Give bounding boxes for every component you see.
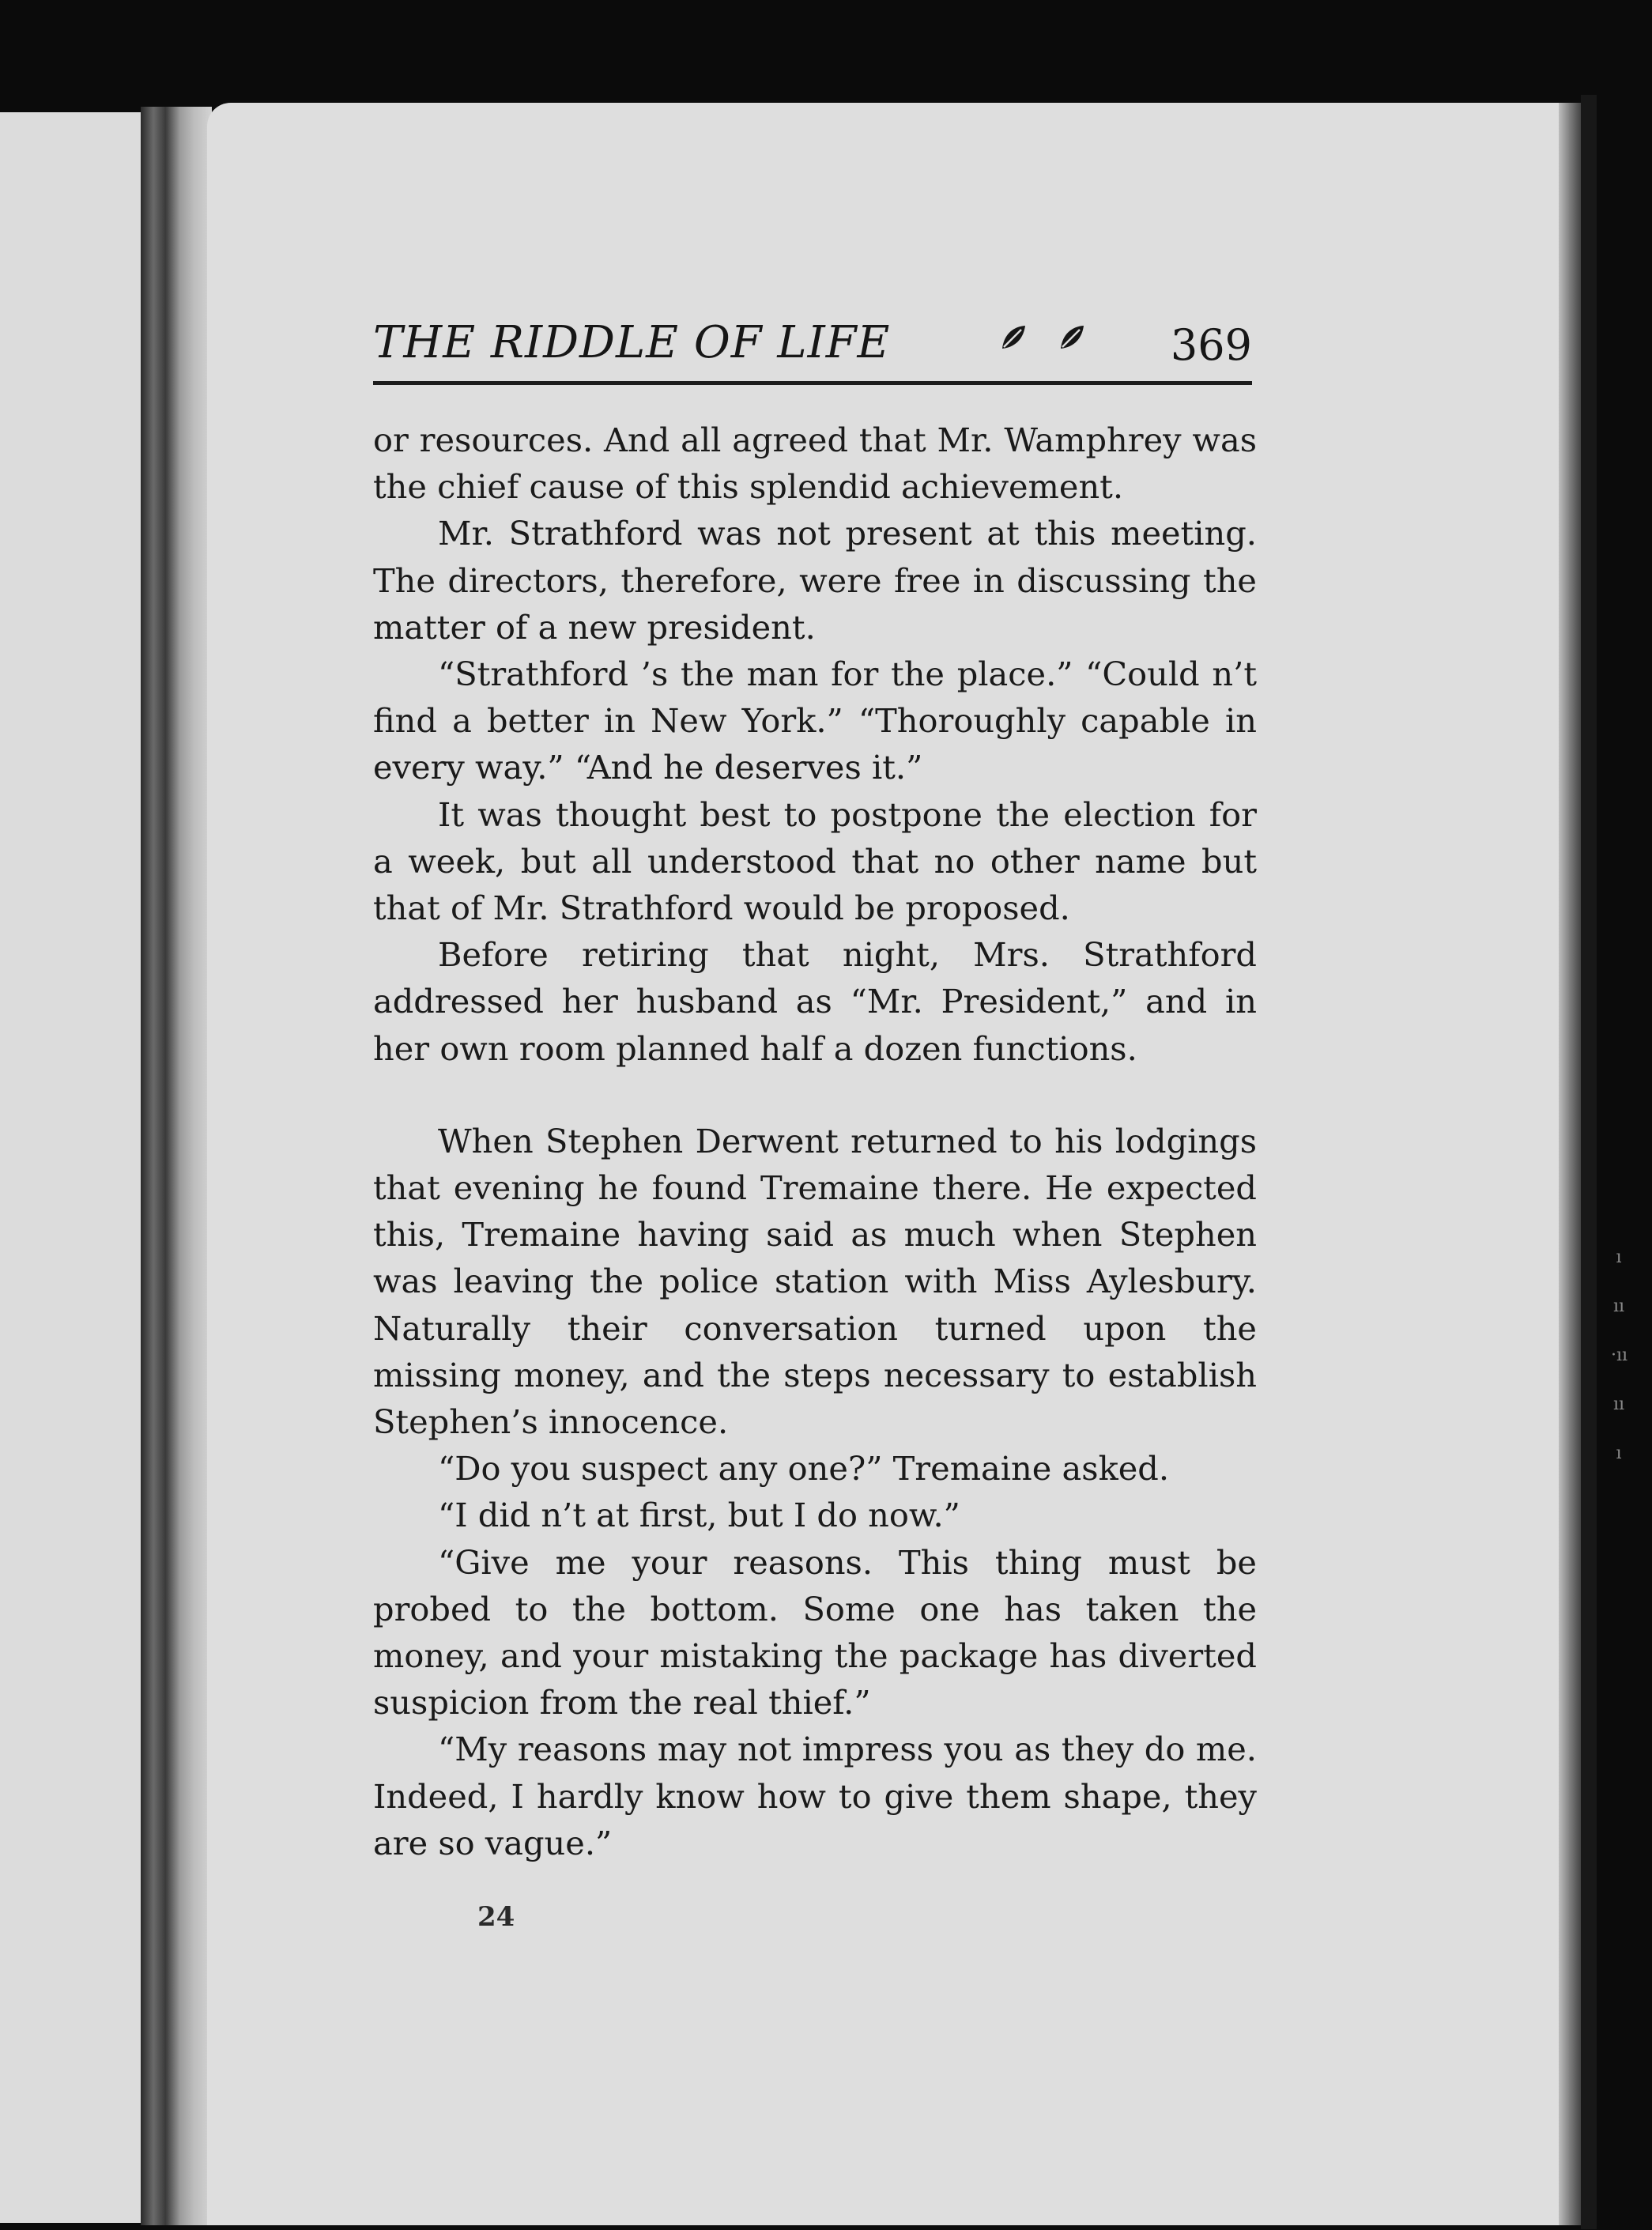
paragraph: Mr. Strathford was not present at this meeting. The directors, therefore, were free in discussing the matter of a new president.	[373, 514, 1257, 647]
paragraph: “Give me your reasons. This thing must be probed to the bottom. Some one has taken the money, and your mistaking the package has diverted suspicion from the real thief.”	[373, 1542, 1257, 1722]
section-break	[373, 1072, 1257, 1118]
page-edge-marks: ı ıı ·ıı ıı ı	[1611, 1247, 1628, 1463]
paragraph: “My reasons may not impress you as they do me. Indeed, I hardly know how to give them shape, they are so vague.”	[373, 1730, 1257, 1862]
leaf-ornament-icon	[999, 323, 1028, 352]
signature-mark: 24	[477, 1901, 515, 1933]
page-edge-shadow	[1559, 103, 1582, 2225]
paragraph: “Strathford ’s the man for the place.” “Could n’t find a better in New York.” “Thoroughly capable in every way.” “And he deserves it.”	[373, 655, 1257, 787]
paragraph: It was thought best to postpone the election for a week, but all understood that no other name but that of Mr. Strathford would be proposed.	[373, 794, 1257, 928]
paragraph: Before retiring that night, Mrs. Strathford addressed her husband as “Mr. President,” and in her own room planned half a dozen functions.	[373, 935, 1257, 1068]
book-gutter	[141, 107, 212, 2225]
paragraph: or resources. And all agreed that Mr. Wamphrey was the chief cause of this splendid achievement.	[373, 421, 1257, 507]
paragraph: When Stephen Derwent returned to his lodgings that evening he found Tremaine there. He expected this, Tremaine having said as much when Stephen was leaving the police station with Miss Aylesbury. Naturally their conversation turned upon the missing money, and the steps necessary to establish Stephen’s innocence.	[373, 1121, 1257, 1442]
paragraph: “Do you suspect any one?” Tremaine asked.	[438, 1449, 1170, 1489]
running-head-title: THE RIDDLE OF LIFE	[373, 317, 891, 368]
paragraph: “I did n’t at first, but I do now.”	[438, 1496, 960, 1535]
header-rule	[373, 381, 1252, 385]
left-page-edge	[0, 112, 141, 2223]
page-number: 369	[1170, 320, 1252, 370]
body-text	[373, 417, 1257, 1866]
running-head	[373, 312, 1252, 383]
scan-border	[1581, 95, 1597, 2229]
leaf-ornament-icon	[1058, 323, 1086, 352]
